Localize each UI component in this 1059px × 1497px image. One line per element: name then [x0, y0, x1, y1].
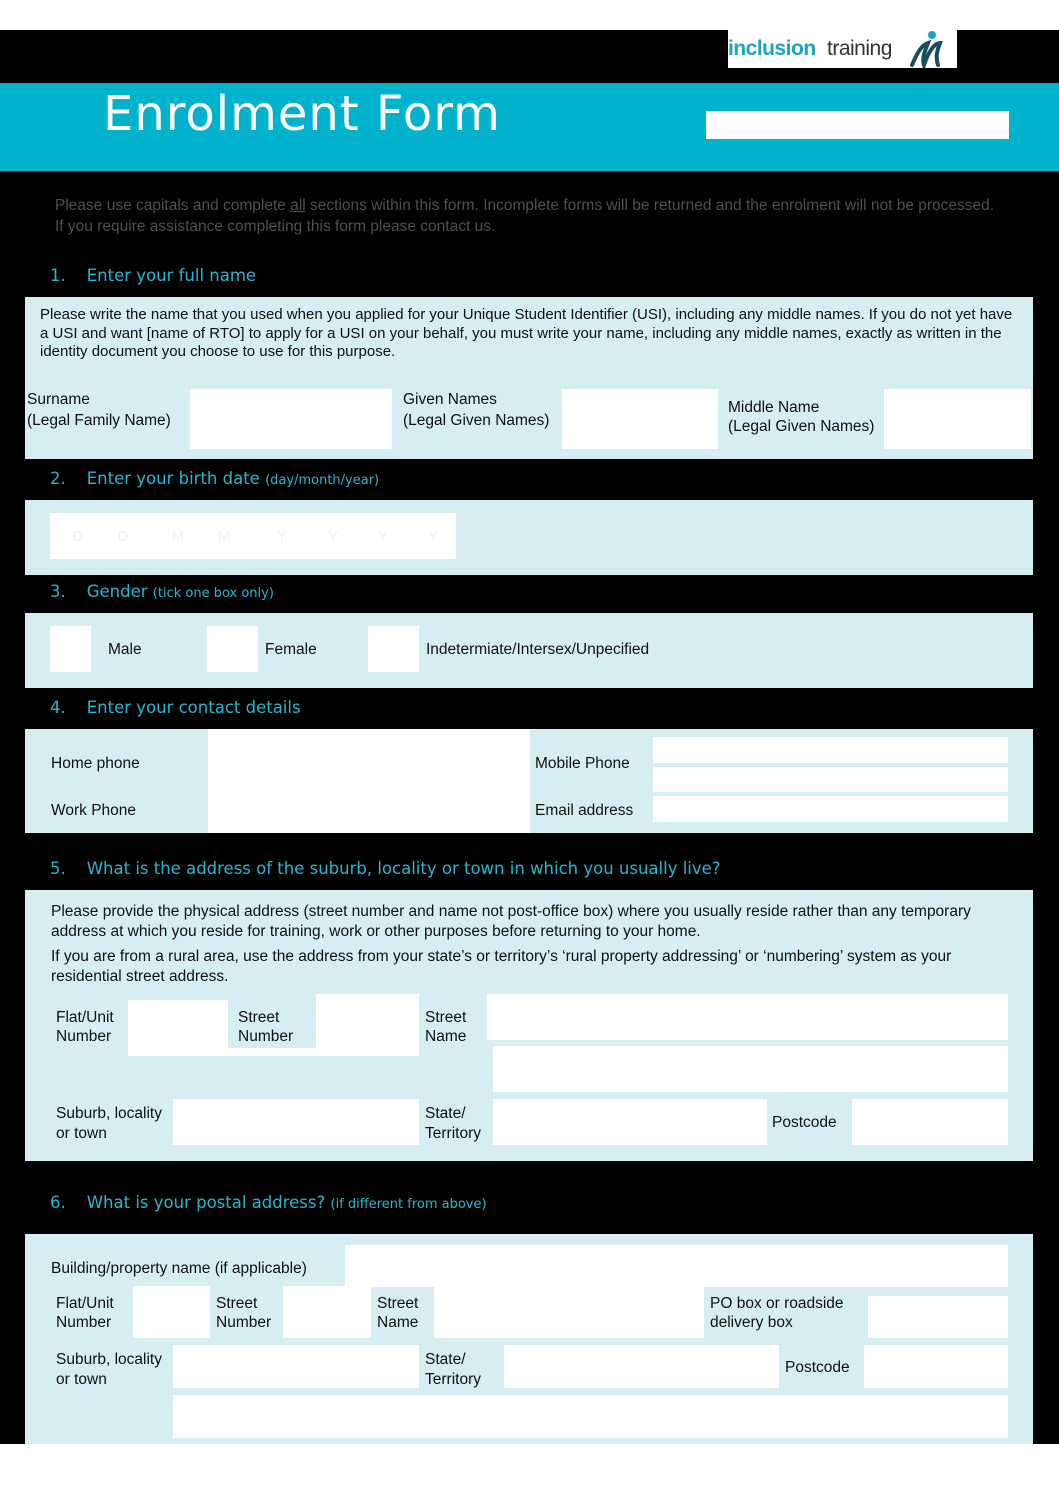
suburb-label: Suburb, locality or town — [56, 1105, 162, 1142]
postal-street-name-field[interactable] — [434, 1286, 704, 1338]
given-names-label: Given Names (Legal Given Names) — [403, 391, 550, 429]
street-name-field-2[interactable] — [493, 1046, 1008, 1092]
email-field[interactable] — [653, 796, 1008, 822]
birth-day-digit-1[interactable]: D — [72, 528, 84, 545]
postcode-field[interactable] — [852, 1099, 1008, 1145]
birth-year-digit-2[interactable]: Y — [327, 528, 338, 545]
email-label: Email address — [535, 802, 634, 819]
po-box-label: PO box or roadside delivery box — [710, 1295, 844, 1331]
residential-address-note-2: If you are from a rural area, use the address from your state’s or territory’s ‘rural property addressing’ or ‘numbering’ system as your residential street address. — [51, 948, 952, 985]
flat-unit-label: Flat/Unit Number — [56, 1009, 114, 1045]
reference-field[interactable] — [706, 111, 1009, 139]
postal-street-number-field[interactable] — [283, 1286, 371, 1338]
home-work-phone-field[interactable] — [208, 729, 530, 833]
suburb-field[interactable] — [173, 1099, 419, 1145]
surname-label: Surname (Legal Family Name) — [27, 391, 171, 429]
street-number-field-ext — [228, 1048, 419, 1056]
gender-male-checkbox[interactable] — [50, 626, 91, 672]
postal-postcode-field[interactable] — [864, 1345, 1008, 1388]
state-territory-label: State/ Territory — [425, 1105, 481, 1142]
usi-note: Please write the name that you used when you applied for your Unique Student Identifier (USI), including any middle names. If you do not yet have a USI and want [name of RTO] to apply for a USI on your behalf, you must write your name, including any middle names, exactly as written in the identity document you choose to use for this purpose. — [40, 306, 1013, 360]
page-title: Enrolment Form — [103, 86, 501, 142]
section-3-heading: 3. Gender (tick one box only) — [50, 582, 274, 601]
section-5-heading: 5. What is the address of the suburb, locality or town in which you usually live? — [50, 859, 721, 878]
postal-flat-unit-label: Flat/Unit Number — [56, 1295, 114, 1331]
postal-suburb-label: Suburb, locality or town — [56, 1351, 162, 1388]
building-name-label: Building/property name (if applicable) — [51, 1260, 307, 1277]
street-name-label: Street Name — [425, 1009, 467, 1045]
po-box-field[interactable] — [868, 1296, 1008, 1338]
postal-state-territory-label: State/ Territory — [425, 1351, 481, 1388]
birth-month-digit-1[interactable]: M — [171, 528, 185, 545]
postal-flat-unit-field[interactable] — [133, 1286, 210, 1338]
gender-female-checkbox[interactable] — [207, 626, 258, 672]
state-territory-field[interactable] — [493, 1099, 767, 1145]
birth-day-digit-2[interactable]: D — [117, 528, 129, 545]
gender-female-label: Female — [265, 641, 317, 658]
birth-year-digit-4[interactable]: Y — [427, 528, 438, 545]
section-6-heading: 6. What is your postal address? (if different from above) — [50, 1193, 487, 1212]
section-2-heading: 2. Enter your birth date (day/month/year) — [50, 469, 380, 488]
postal-state-territory-field[interactable] — [504, 1345, 779, 1388]
street-name-field[interactable] — [487, 994, 1008, 1040]
street-number-label: Street Number — [238, 1009, 294, 1045]
logo-text-light: training — [827, 37, 892, 60]
birth-year-digit-1[interactable]: Y — [276, 528, 287, 545]
logo — [728, 29, 957, 68]
flat-unit-field[interactable] — [128, 1000, 228, 1056]
postal-extra-field[interactable] — [173, 1395, 1008, 1438]
gender-other-checkbox[interactable] — [368, 626, 419, 672]
middle-name-field[interactable] — [884, 389, 1031, 449]
section-1-heading: 1. Enter your full name — [50, 266, 257, 285]
gender-male-label: Male — [108, 641, 142, 658]
work-phone-label: Work Phone — [51, 802, 137, 819]
mobile-phone-field[interactable] — [653, 737, 1008, 763]
logo-mark-icon — [908, 29, 957, 68]
given-names-field[interactable] — [562, 389, 718, 449]
mobile-phone-label: Mobile Phone — [535, 755, 630, 772]
mobile-phone-field-2[interactable] — [653, 767, 1008, 792]
postal-street-name-label: Street Name — [377, 1295, 419, 1331]
home-phone-label: Home phone — [51, 755, 140, 772]
surname-field[interactable] — [190, 389, 392, 449]
postal-suburb-field[interactable] — [173, 1345, 419, 1388]
birth-year-digit-3[interactable]: Y — [377, 528, 388, 545]
residential-address-note-1: Please provide the physical address (street number and name not post-office box) where you usually reside rather than any temporary address at which you reside for training, work or other purposes before returning to your home. — [51, 903, 971, 940]
postal-street-number-label: Street Number — [216, 1295, 272, 1331]
birth-month-digit-2[interactable]: M — [217, 528, 231, 545]
street-number-field[interactable] — [316, 994, 419, 1056]
building-name-field[interactable] — [345, 1245, 1008, 1287]
logo-text-bold: inclusion — [728, 37, 816, 60]
gender-other-label: Indetermiate/Intersex/Unpecified — [426, 641, 650, 658]
postal-postcode-label: Postcode — [785, 1359, 850, 1376]
postcode-label: Postcode — [772, 1114, 837, 1131]
section-4-heading: 4. Enter your contact details — [50, 698, 301, 717]
middle-name-label: Middle Name (Legal Given Names) — [728, 399, 875, 435]
intro-text: Please use capitals and complete all sections within this form. Incomplete forms will be returned and the enrolment will not be processed. If you require assistance completing this form please contact us. — [55, 197, 995, 235]
